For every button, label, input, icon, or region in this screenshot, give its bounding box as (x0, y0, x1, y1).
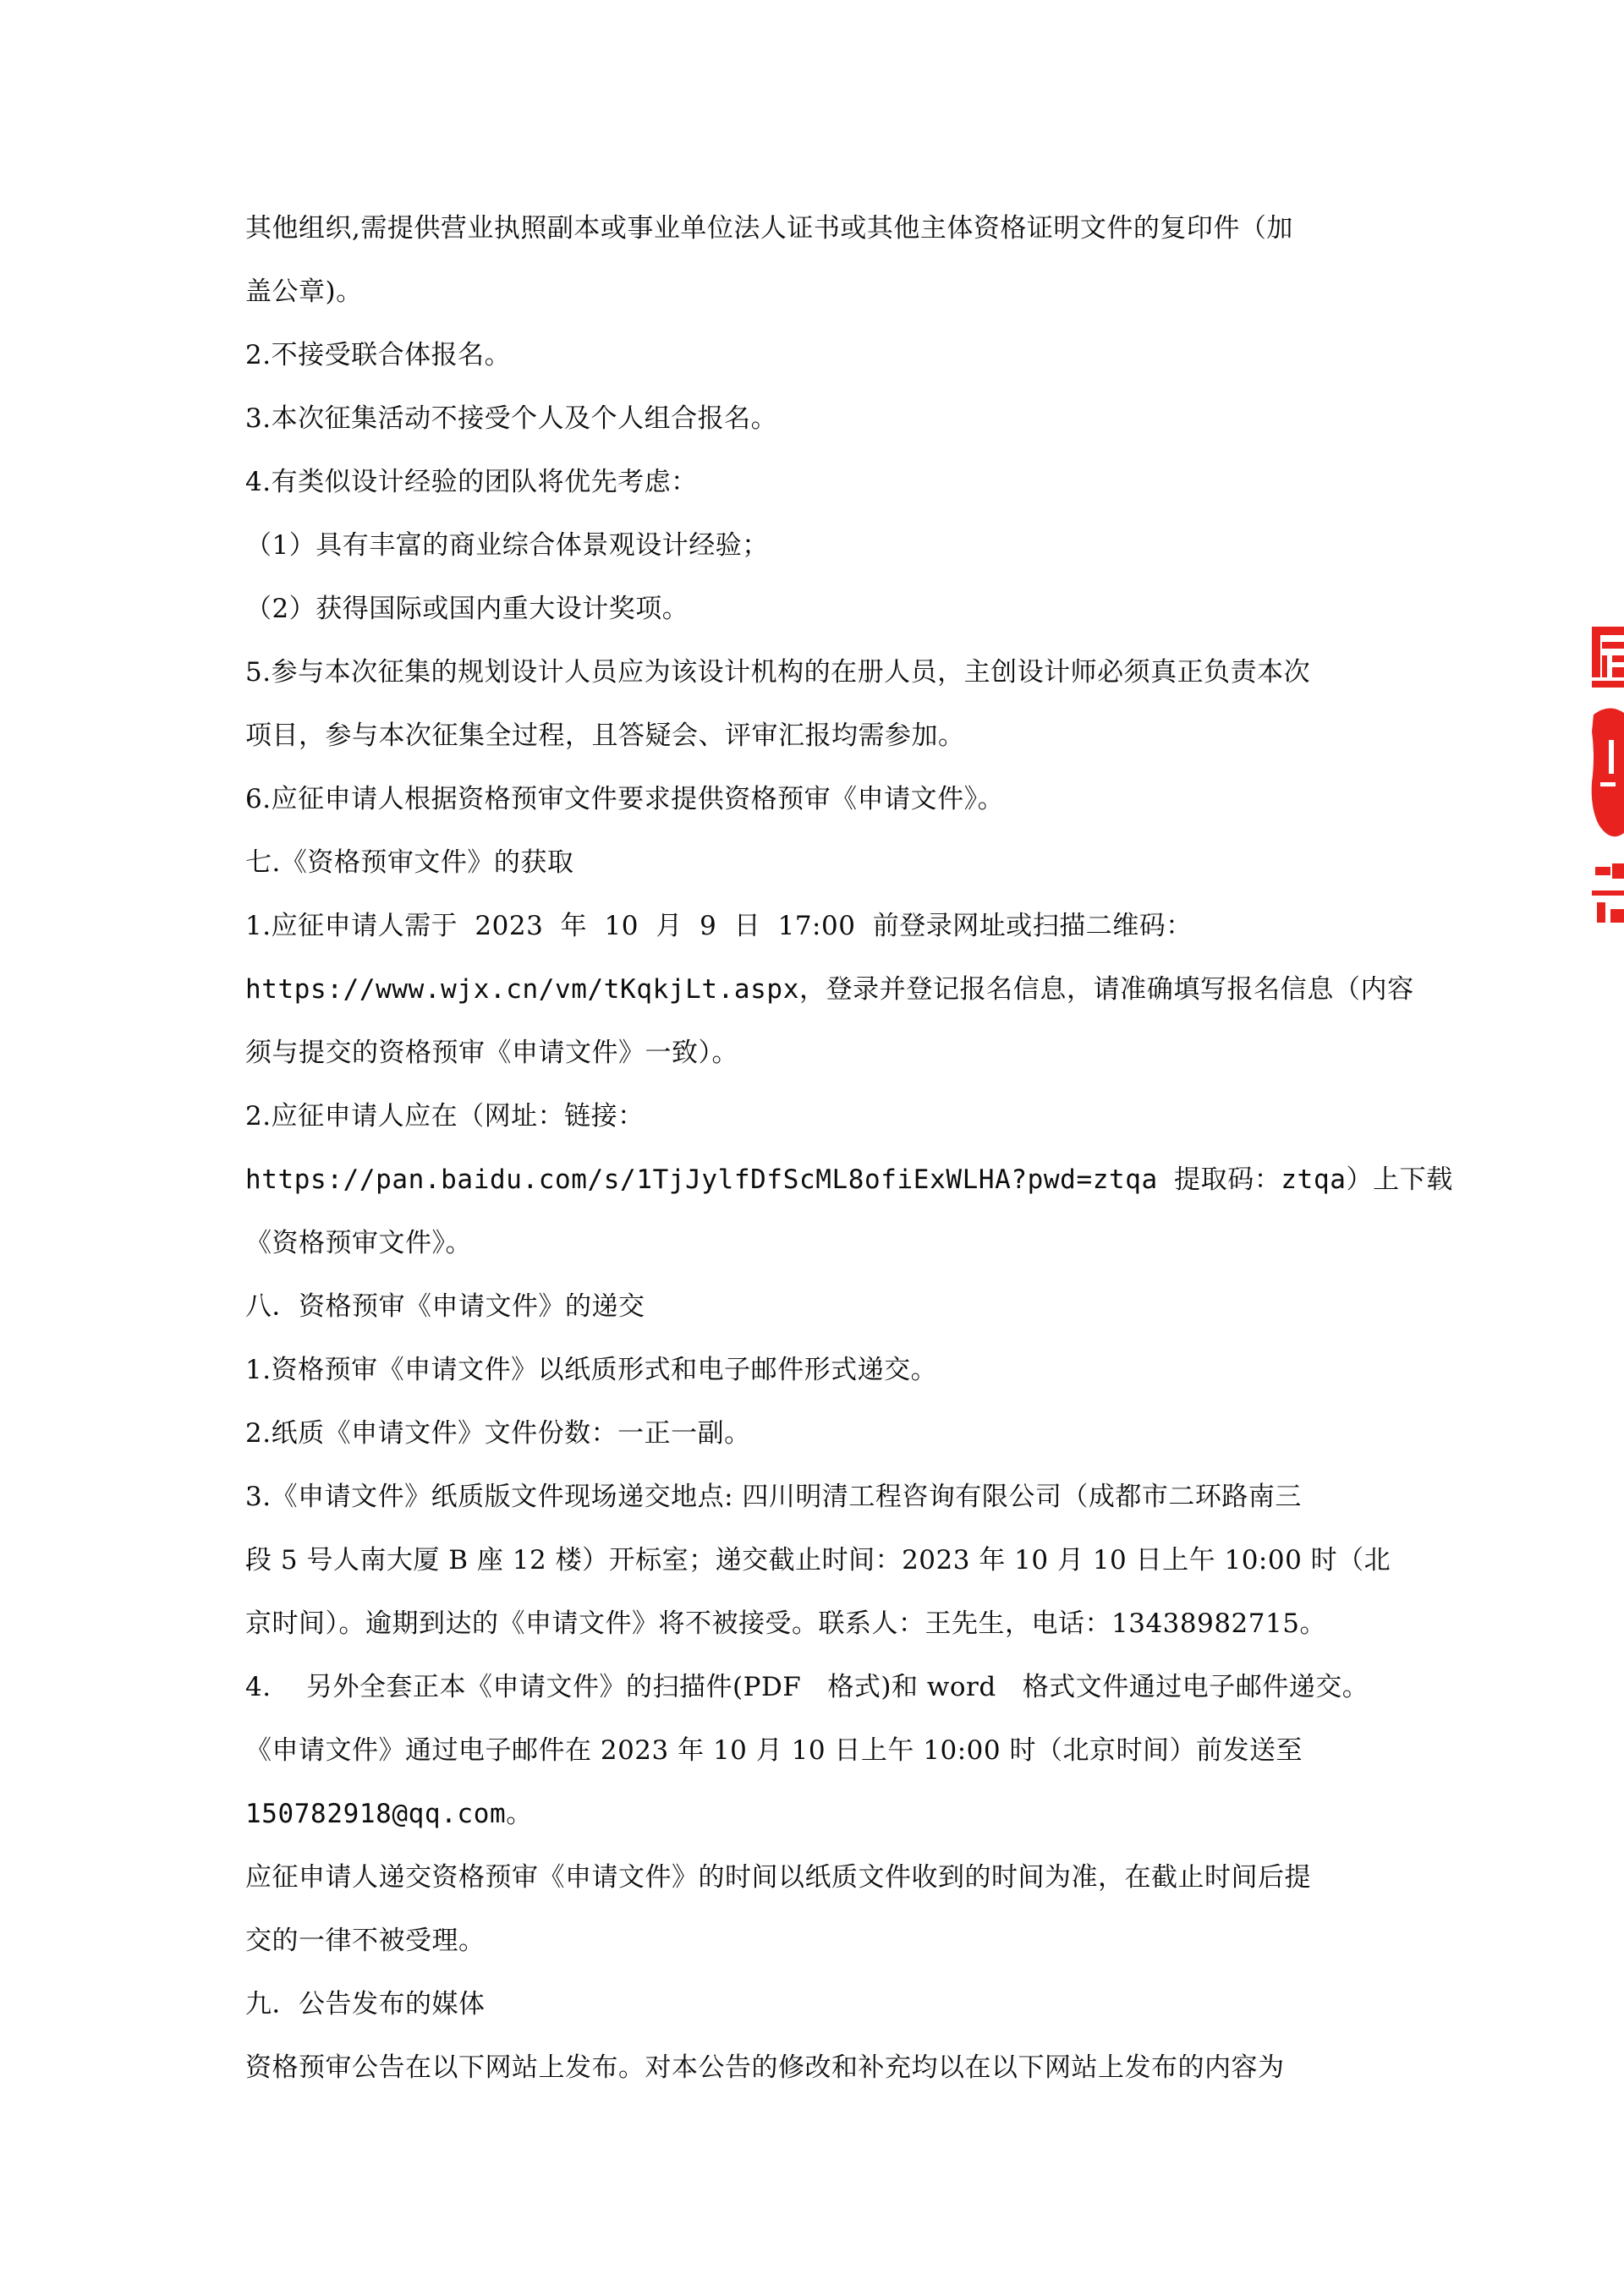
paragraph-line: 2.应征申请人应在（网址：链接： (245, 1101, 645, 1132)
paragraph-line: 盖公章)。 (245, 277, 363, 307)
paragraph-line: 1.资格预审《申请文件》以纸质形式和电子邮件形式递交。 (245, 1355, 938, 1385)
red-seal-stamp-icon (1590, 622, 1624, 951)
paragraph-line: 6.应征申请人根据资格预审文件要求提供资格预审《申请文件》。 (245, 784, 1005, 814)
paragraph-line: 须与提交的资格预审《申请文件》一致）。 (245, 1038, 738, 1068)
paragraph-line: 其他组织,需提供营业执照副本或事业单位法人证书或其他主体资格证明文件的复印件（加 (245, 213, 1293, 244)
paragraph-line: 交的一律不被受理。 (245, 1926, 486, 1956)
paragraph-line: 资格预审公告在以下网站上发布。对本公告的修改和补充均以在以下网站上发布的内容为 (245, 2052, 1285, 2083)
paragraph-line: 1.应征申请人需于 2023 年 10 月 9 日 17:00 前登录网址或扫描二维码： (245, 911, 1193, 941)
url-line: https://www.wjx.cn/vm/tKqkjLt.aspx，登录并登记报名信息，请准确填写报名信息（内容 (245, 974, 1414, 1005)
paragraph-line: 应征申请人递交资格预审《申请文件》的时间以纸质文件收到的时间为准，在截止时间后提 (245, 1862, 1311, 1893)
paragraph-line: 3.《申请文件》纸质版文件现场递交地点: 四川明清工程咨询有限公司（成都市二环路南三 (245, 1482, 1302, 1512)
list-item: （1）具有丰富的商业综合体景观设计经验； (245, 530, 769, 561)
paragraph-line: 4.有类似设计经验的团队将优先考虑： (245, 467, 698, 497)
email-line: 150782918@qq.com。 (245, 1799, 533, 1829)
paragraph-line: 段 5 号人南大厦 B 座 12 楼）开标室；递交截止时间：2023 年 10 月 10 日上午 10:00 时（北 (245, 1545, 1391, 1575)
paragraph-line: 3.本次征集活动不接受个人及个人组合报名。 (245, 403, 778, 434)
paragraph-line: 4. 另外全套正本《申请文件》的扫描件(PDF 格式)和 word 格式文件通过电子邮件递交。 (245, 1672, 1369, 1702)
section-heading: 八．资格预审《申请文件》的递交 (245, 1291, 645, 1322)
paragraph-line: 《资格预审文件》。 (245, 1228, 472, 1258)
url-line: https://pan.baidu.com/s/1TjJylfDfScML8ofiExWLHA?pwd=ztqa 提取码：ztqa）上下载 (245, 1164, 1453, 1195)
list-item: （2）获得国际或国内重大设计奖项。 (245, 594, 689, 624)
paragraph-line: 5.参与本次征集的规划设计人员应为该设计机构的在册人员，主创设计师必须真正负责本次 (245, 657, 1311, 688)
paragraph-line: 京时间）。逾期到达的《申请文件》将不被接受。联系人：王先生，电话：13438982715。 (245, 1608, 1326, 1639)
section-heading: 九．公告发布的媒体 (245, 1989, 486, 2019)
paragraph-line: 《申请文件》通过电子邮件在 2023 年 10 月 10 日上午 10:00 时（北京时间）前发送至 (245, 1735, 1303, 1766)
paragraph-line: 2.纸质《申请文件》文件份数：一正一副。 (245, 1418, 751, 1449)
section-heading: 七.《资格预审文件》的获取 (245, 847, 574, 878)
paragraph-line: 2.不接受联合体报名。 (245, 340, 512, 370)
paragraph-line: 项目，参与本次征集全过程，且答疑会、评审汇报均需参加。 (245, 721, 965, 751)
